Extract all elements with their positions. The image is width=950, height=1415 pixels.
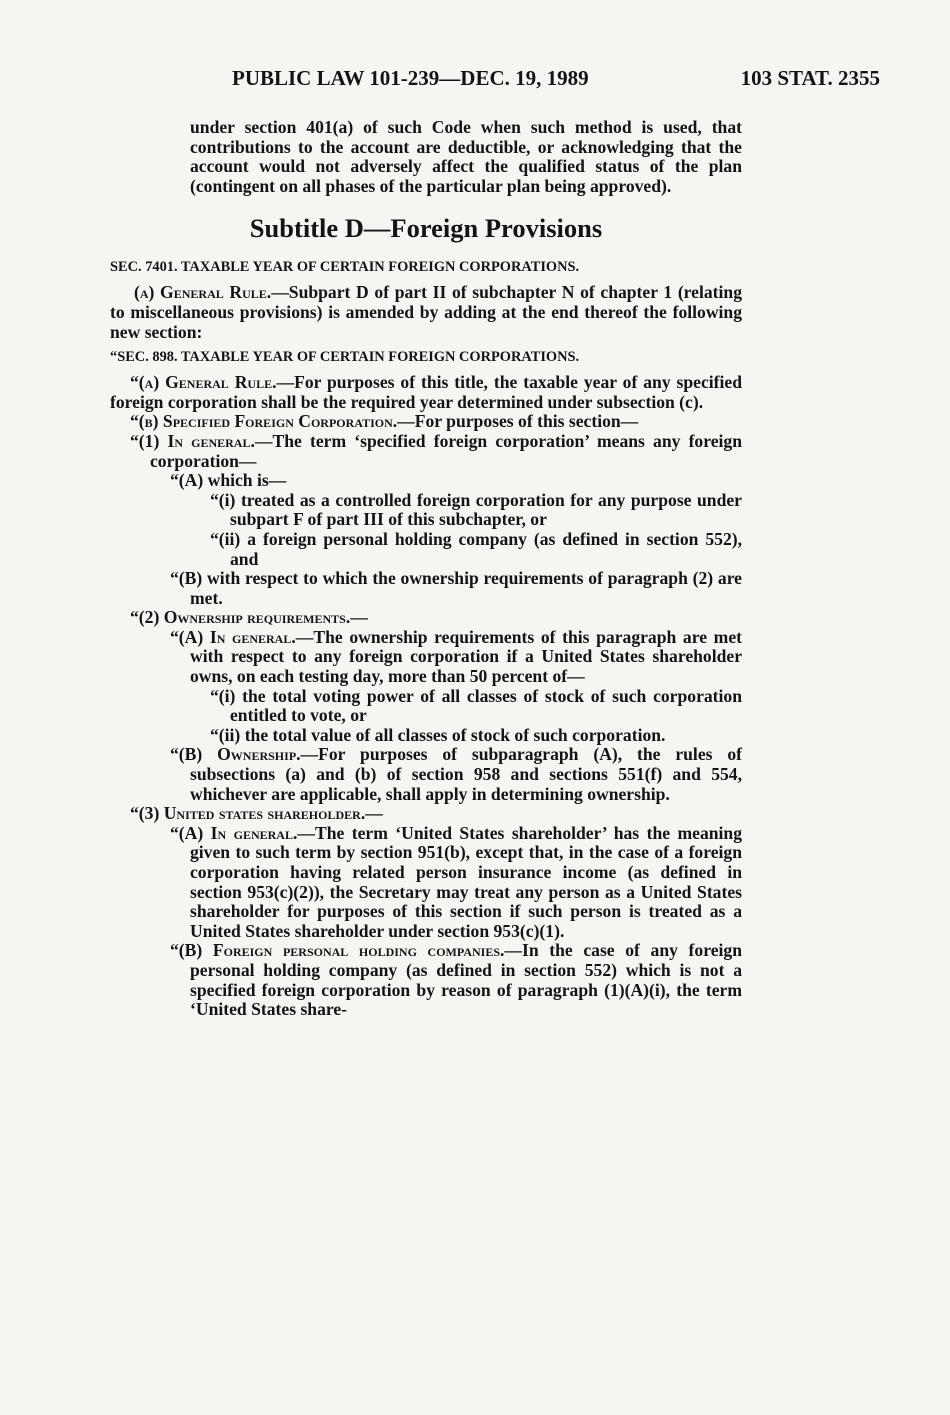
continued-paragraph: under section 401(a) of such Code when such method is used, that contributions to the account are deductible, or acknowledging that the account would not adversely affect the qualified status of the plan (contingent on all phases of the particular plan being approved). (190, 117, 742, 196)
public-law-citation: PUBLIC LAW 101-239—DEC. 19, 1989 (232, 66, 589, 90)
statute-page-number: 103 STAT. 2355 (740, 66, 880, 90)
section-898-a-label: “(a) General Rule. (130, 372, 277, 393)
subparagraph-b2A-text: —The ownership requirements of this paragraph are met with respect to any foreign corporation if a United States shareholder owns, on each testing day, more than 50 percent of— (190, 626, 742, 687)
section-898-b-label: “(b) Specified Foreign Corporation. (130, 411, 398, 432)
subsection-a (110, 283, 742, 342)
section-898-b-text: —For purposes of this section— (397, 411, 639, 432)
subparagraph-b2B-text: —For purposes of subparagraph (A), the rules of subsections (a) and (b) of section 958 and sections 551(f) and 554, whichever are applicable, shall apply in determining ownership. (190, 744, 742, 804)
subparagraph-b3A-text: —The term ‘United States shareholder’ has the meaning given to such term by section 951(b), except that, in the case of a foreign corporation having related person insurance income (as defined in section 953(c)(2)), the Secretary may treat any person as a United States shareholder for purposes of this section if such person is treated as a United States shareholder under section 953(c)(1). (190, 822, 742, 941)
paragraph-b2-label: “(2) Ownership requirements.— (130, 607, 368, 628)
subparagraph-b3B-text: —In the case of any foreign personal holding company (as defined in section 552) which is not a specified foreign corporation by reason of paragraph (1)(A)(i), the term ‘United States share- (190, 940, 742, 1020)
clause-b2Aii: “(ii) the total value of all classes of stock of such corporation. (210, 724, 666, 745)
paragraph-b1-label: “(1) In general. (130, 430, 255, 451)
subparagraph-b3B-label: “(B) Foreign personal holding companies. (170, 940, 505, 961)
subparagraph-b3B (170, 940, 742, 1020)
document-body (110, 118, 742, 1020)
subsection-a-text: —Subpart D of part II of subchapter N of chapter 1 (relating to miscellaneous provisions) is amended by adding at the end thereof the following new section: (110, 282, 742, 342)
clause-b1Ai: “(i) treated as a controlled foreign corporation for any purpose under subpart F of part III of this subchapter, or (210, 489, 742, 530)
section-7401-heading: SEC. 7401. TAXABLE YEAR OF CERTAIN FOREIGN CORPORATIONS. (110, 259, 580, 276)
section-898-b (110, 412, 742, 432)
subparagraph-b2A (170, 626, 742, 687)
paragraph-b3-label: “(3) United states shareholder.— (130, 803, 383, 824)
clause-b2Ai: “(i) the total voting power of all classes of stock of such corporation entitled to vote, or (210, 685, 742, 726)
subtitle-heading: Subtitle D—Foreign Provisions (249, 213, 603, 244)
paragraph-b1-text: —The term ‘specified foreign corporation’ means any foreign corporation— (150, 430, 742, 471)
clause-b1Aii: “(ii) a foreign personal holding company (as defined in section 552), and (210, 528, 742, 569)
section-898-a (110, 373, 742, 412)
subparagraph-b1A: “(A) which is— (170, 470, 287, 491)
section-898-a-text: —For purposes of this title, the taxable year of any specified foreign corporation shall be the required year determined under subsection (c). (110, 372, 743, 412)
subparagraph-b3A (170, 822, 742, 942)
subsection-a-label: (a) General Rule. (134, 282, 272, 303)
page-header (110, 66, 880, 96)
subparagraph-b1B: “(B) with respect to which the ownership requirements of paragraph (2) are met. (170, 568, 742, 608)
subparagraph-b2B-label: “(B) Ownership. (170, 744, 301, 765)
subparagraph-b2B (170, 744, 742, 804)
paragraph-b1 (130, 430, 742, 471)
subparagraph-b3A-label: “(A) In general. (170, 822, 298, 843)
section-898-heading: “SEC. 898. TAXABLE YEAR OF CERTAIN FOREIGN CORPORATIONS. (110, 349, 580, 366)
paragraph-b2 (130, 607, 742, 628)
subparagraph-b2A-label: “(A) In general. (170, 626, 296, 647)
paragraph-b3 (130, 803, 742, 824)
